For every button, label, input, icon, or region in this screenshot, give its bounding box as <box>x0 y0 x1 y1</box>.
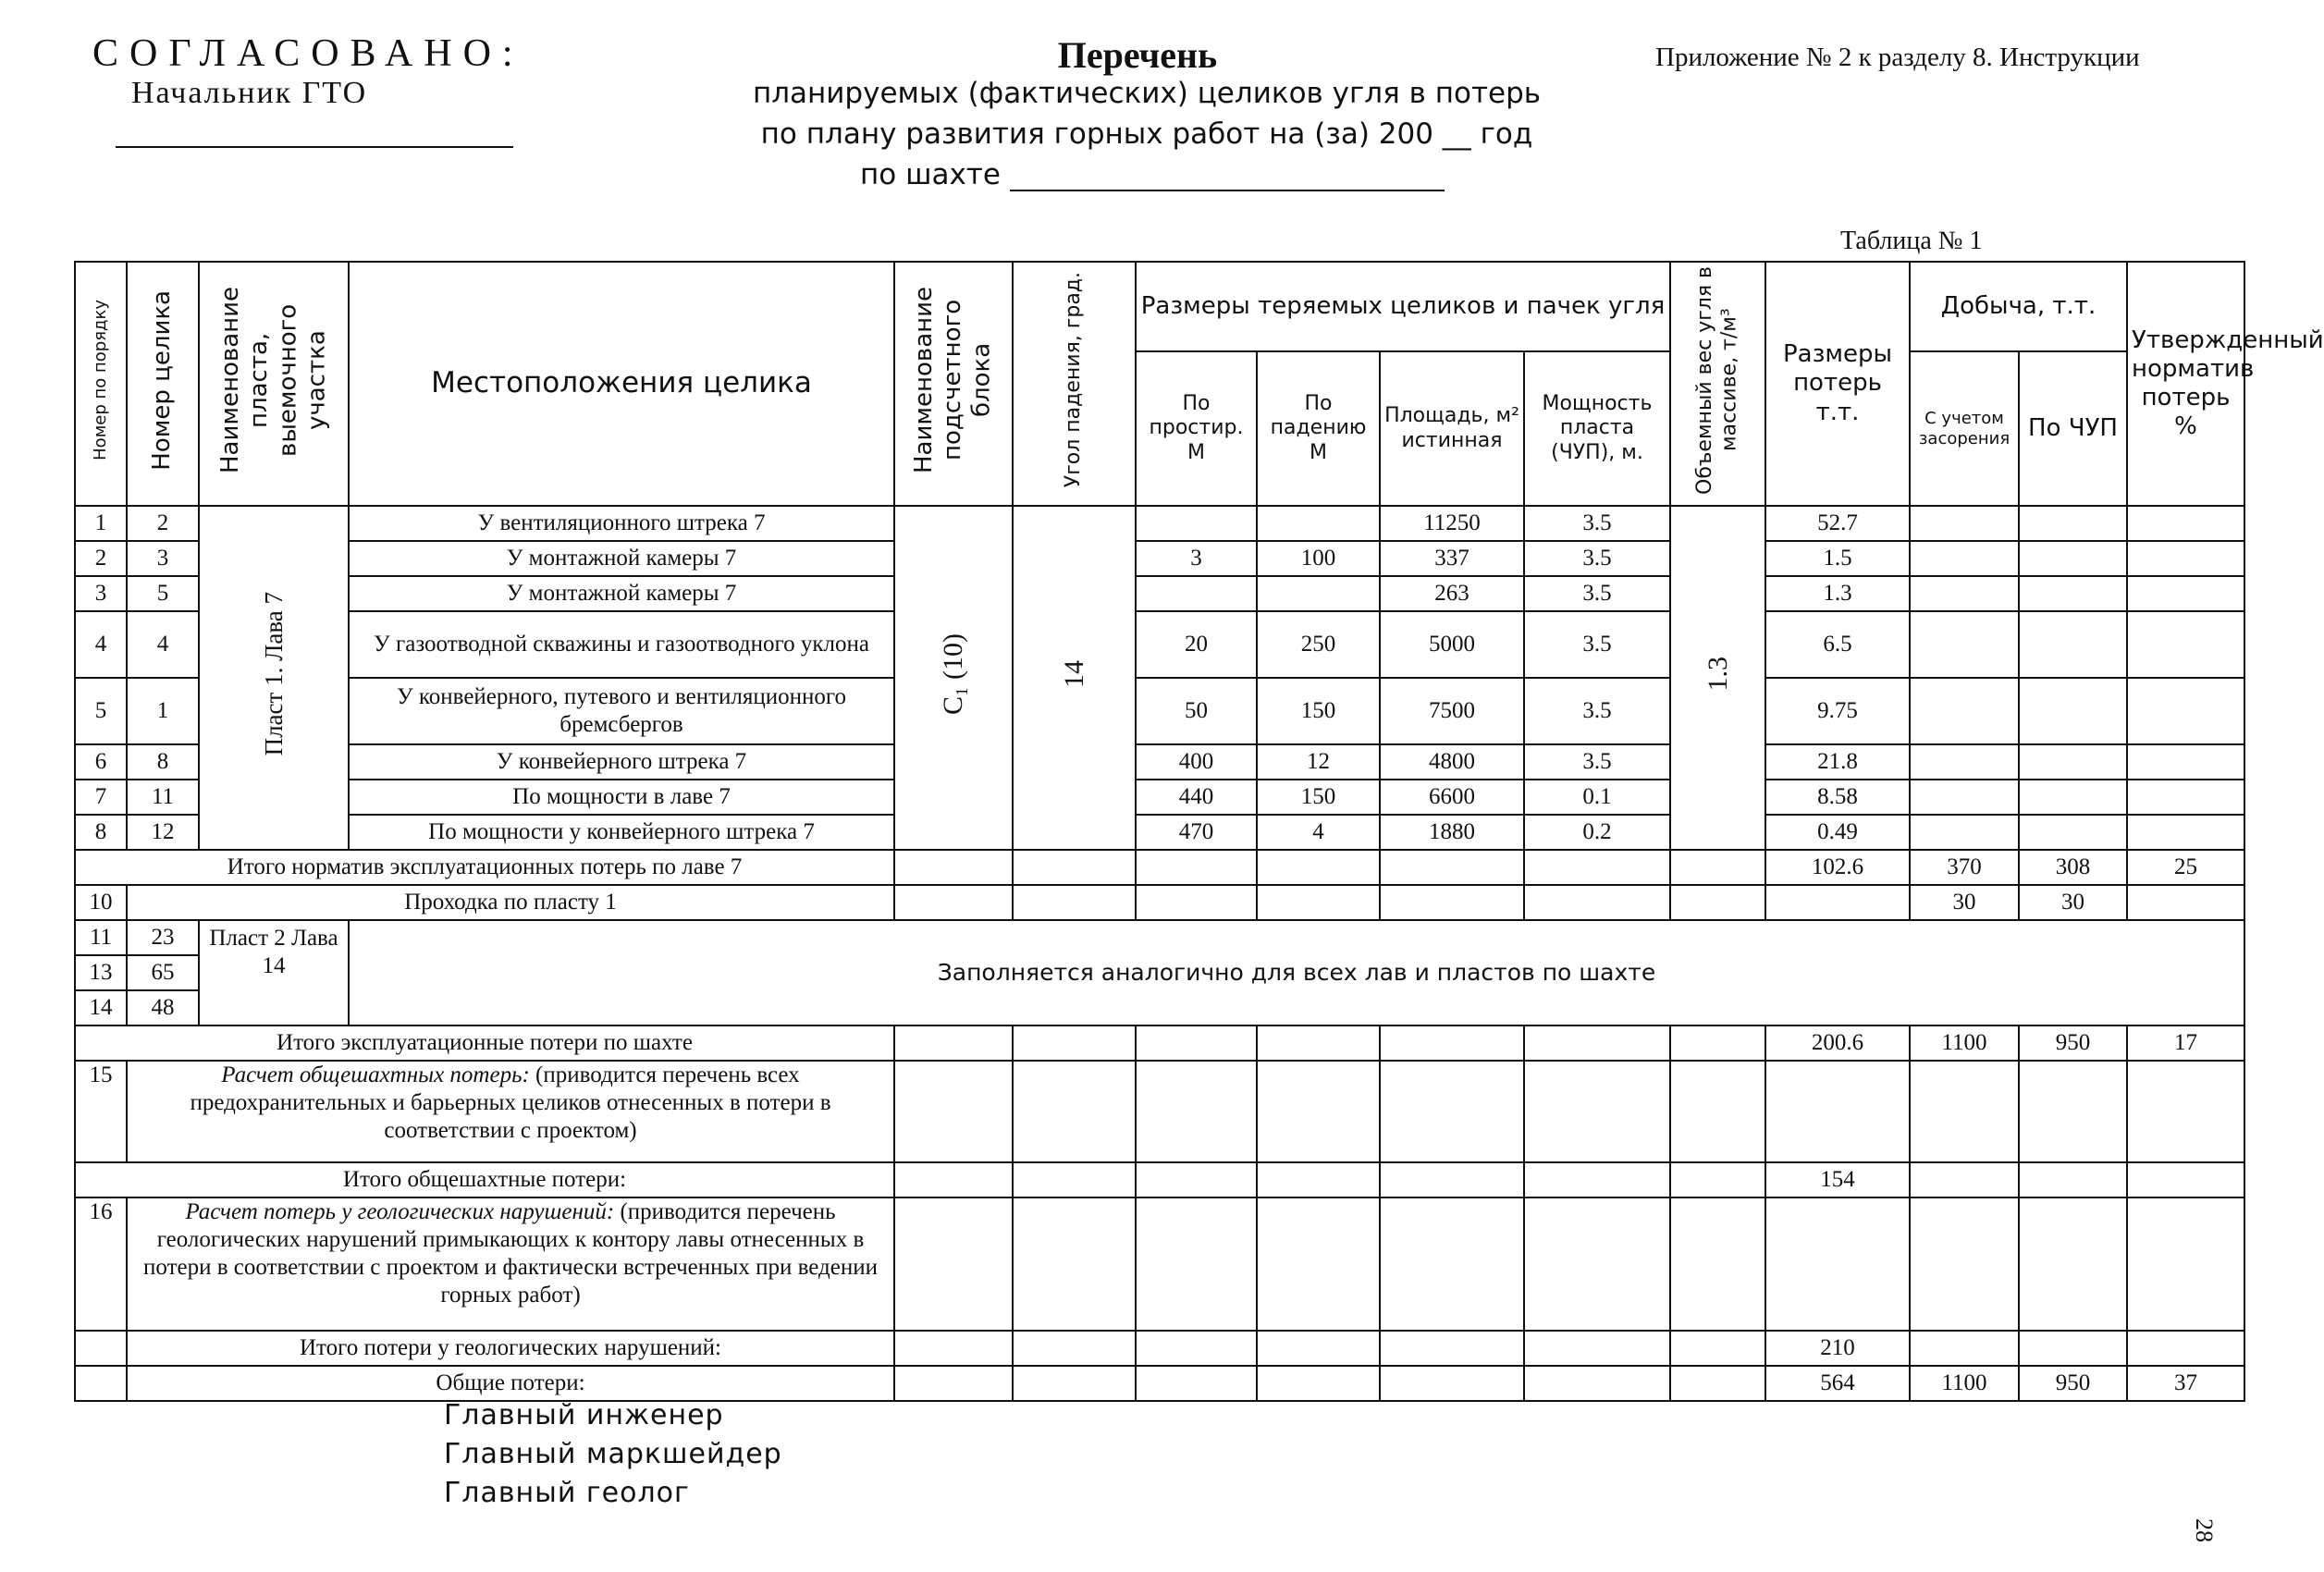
table-row: 6 8 У конвейерного штрека 7 400 12 4800 3.5 21.8 <box>75 744 2244 780</box>
total-geo-row: Итого потери у геологических нарушений: 210 <box>75 1331 2244 1366</box>
total-all-row: Общие потери: 564 1100 950 37 <box>75 1366 2244 1401</box>
subtitle-line-3 <box>860 158 1445 191</box>
col-block-name: Наименование подсчетного блока <box>894 262 1013 506</box>
signer-chief-engineer: Главный инженер <box>444 1399 724 1431</box>
col-by-chup: По ЧУП <box>2019 351 2127 506</box>
appendix-note: Приложение № 2 к разделу 8. Инструкции <box>1655 43 2140 72</box>
general-losses-text: (приводится перечень всех предохранительных и барьерных целиков отнесенных в потери в соответствии с проектом) <box>190 1062 831 1143</box>
subtitle-line-1: планируемых (фактических) целиков угля в потерь <box>752 77 1542 110</box>
signer-chief-geologist: Главный геолог <box>444 1477 690 1509</box>
geo-losses-text: (приводится перечень геологических нарушений примыкающих к контору лавы отнесенных в потери в соответствии с проектом и фактически встреченных при ведении горных работ) <box>143 1199 878 1308</box>
approved-title: СОГЛАСОВАНО: <box>92 32 524 75</box>
tunneling-row: 10 Проходка по пласту 1 30 30 <box>75 885 2244 920</box>
fill-similar-note: Заполняется аналогично для всех лав и пластов по шахте <box>349 920 2244 1025</box>
general-losses-heading: Расчет общешахтных потерь: <box>221 1062 530 1087</box>
geo-losses-row: 16 Расчет потерь у геологических нарушений: (приводится перечень геологических нарушений примыкающих к контору лавы отнесенных в потери в соответствии с проектом и фактически встреченных при ведении горных работ) <box>75 1197 2244 1331</box>
signers-block <box>444 1396 782 1513</box>
signature-line <box>116 146 513 148</box>
col-strike: По простир. М <box>1136 351 1257 506</box>
density-cell-group1: 1.3 <box>1670 506 1765 850</box>
general-losses-row: 15 Расчет общешахтных потерь: (приводится перечень всех предохранительных и барьерных целиков отнесенных в потери в соответствии с проектом) <box>75 1061 2244 1162</box>
mine-name-blank <box>1010 162 1445 191</box>
subtitle-mine-label: по шахте <box>860 158 1001 191</box>
table-row: 1 2 Пласт 1. Лава 7 У вентиляционного штрека 7 С₁ (10) 14 11250 3.5 1.3 52.7 <box>75 506 2244 541</box>
table-header-row-1 <box>75 262 2244 351</box>
col-group-sizes: Размеры теряемых целиков и пачек угля <box>1136 262 1670 351</box>
block-cell-group1: С₁ (10) <box>894 506 1013 850</box>
signer-chief-surveyor: Главный маркшейдер <box>444 1438 782 1470</box>
pillar-losses-table <box>74 261 2324 1402</box>
seam-cell-group1: Пласт 1. Лава 7 <box>199 506 349 850</box>
col-area: Площадь, м² истинная <box>1380 351 1524 506</box>
col-seam-name: Наименование пласта, выемочного участка <box>199 262 349 506</box>
col-group-production: Добыча, т.т. <box>1910 262 2127 351</box>
table-row: 3 5 У монтажной камеры 7 263 3.5 1.3 <box>75 576 2244 611</box>
table-row: 4 4 У газоотводной скважины и газоотводного уклона 20 250 5000 3.5 6.5 <box>75 611 2244 678</box>
approved-role: Начальник ГТО <box>131 76 368 110</box>
table-row: 13 65 <box>75 955 2244 990</box>
page-number: 28 <box>2191 1518 2218 1542</box>
col-dip: По падению М <box>1257 351 1380 506</box>
table-row: 5 1 У конвейерного, путевого и вентиляционного бремсбергов 50 150 7500 3.5 9.75 <box>75 678 2244 744</box>
total-lava-row: Итого норматив эксплуатационных потерь по лаве 7 102.6 370 308 25 <box>75 850 2244 885</box>
seam-cell-group2: Пласт 2 Лава 14 <box>199 920 349 1025</box>
table-row: 7 11 По мощности в лаве 7 440 150 6600 0.1 8.58 <box>75 780 2244 815</box>
geo-losses-heading: Расчет потерь у геологических нарушений: <box>185 1199 615 1224</box>
col-density: Объемный вес угля в массиве, т/м³ <box>1670 262 1765 506</box>
table-row: 11 23 Пласт 2 Лава 14 Заполняется аналогично для всех лав и пластов по шахте <box>75 920 2244 955</box>
col-with-dilution: С учетом засорения <box>1910 351 2019 506</box>
col-pillar-no: Номер целика <box>127 262 199 506</box>
table-row: 2 3 У монтажной камеры 7 3 100 337 3.5 1.5 <box>75 541 2244 576</box>
total-general-row: Итого общешахтные потери: 154 <box>75 1162 2244 1197</box>
col-dip-angle: Угол падения, град. <box>1013 262 1136 506</box>
col-row-no: Номер по порядку <box>75 262 127 506</box>
table-number: Таблица № 1 <box>1840 227 1983 255</box>
col-approved-norm: Утвержденный норматив потерь % <box>2127 262 2244 506</box>
subtitle-line-2: по плану развития горных работ на (за) 200 __ год <box>760 117 1533 151</box>
angle-cell-group1: 14 <box>1013 506 1136 850</box>
col-location: Местоположения целика <box>349 262 894 506</box>
total-mine-row: Итого эксплуатационные потери по шахте 200.6 1100 950 17 <box>75 1025 2244 1061</box>
table-row: 14 48 <box>75 990 2244 1025</box>
table-row: 8 12 По мощности у конвейерного штрека 7 470 4 1880 0.2 0.49 <box>75 815 2244 850</box>
document-title: Перечень <box>1057 34 1218 76</box>
col-thickness: Мощность пласта (ЧУП), м. <box>1524 351 1670 506</box>
col-loss-size: Размеры потерь т.т. <box>1765 262 1910 506</box>
